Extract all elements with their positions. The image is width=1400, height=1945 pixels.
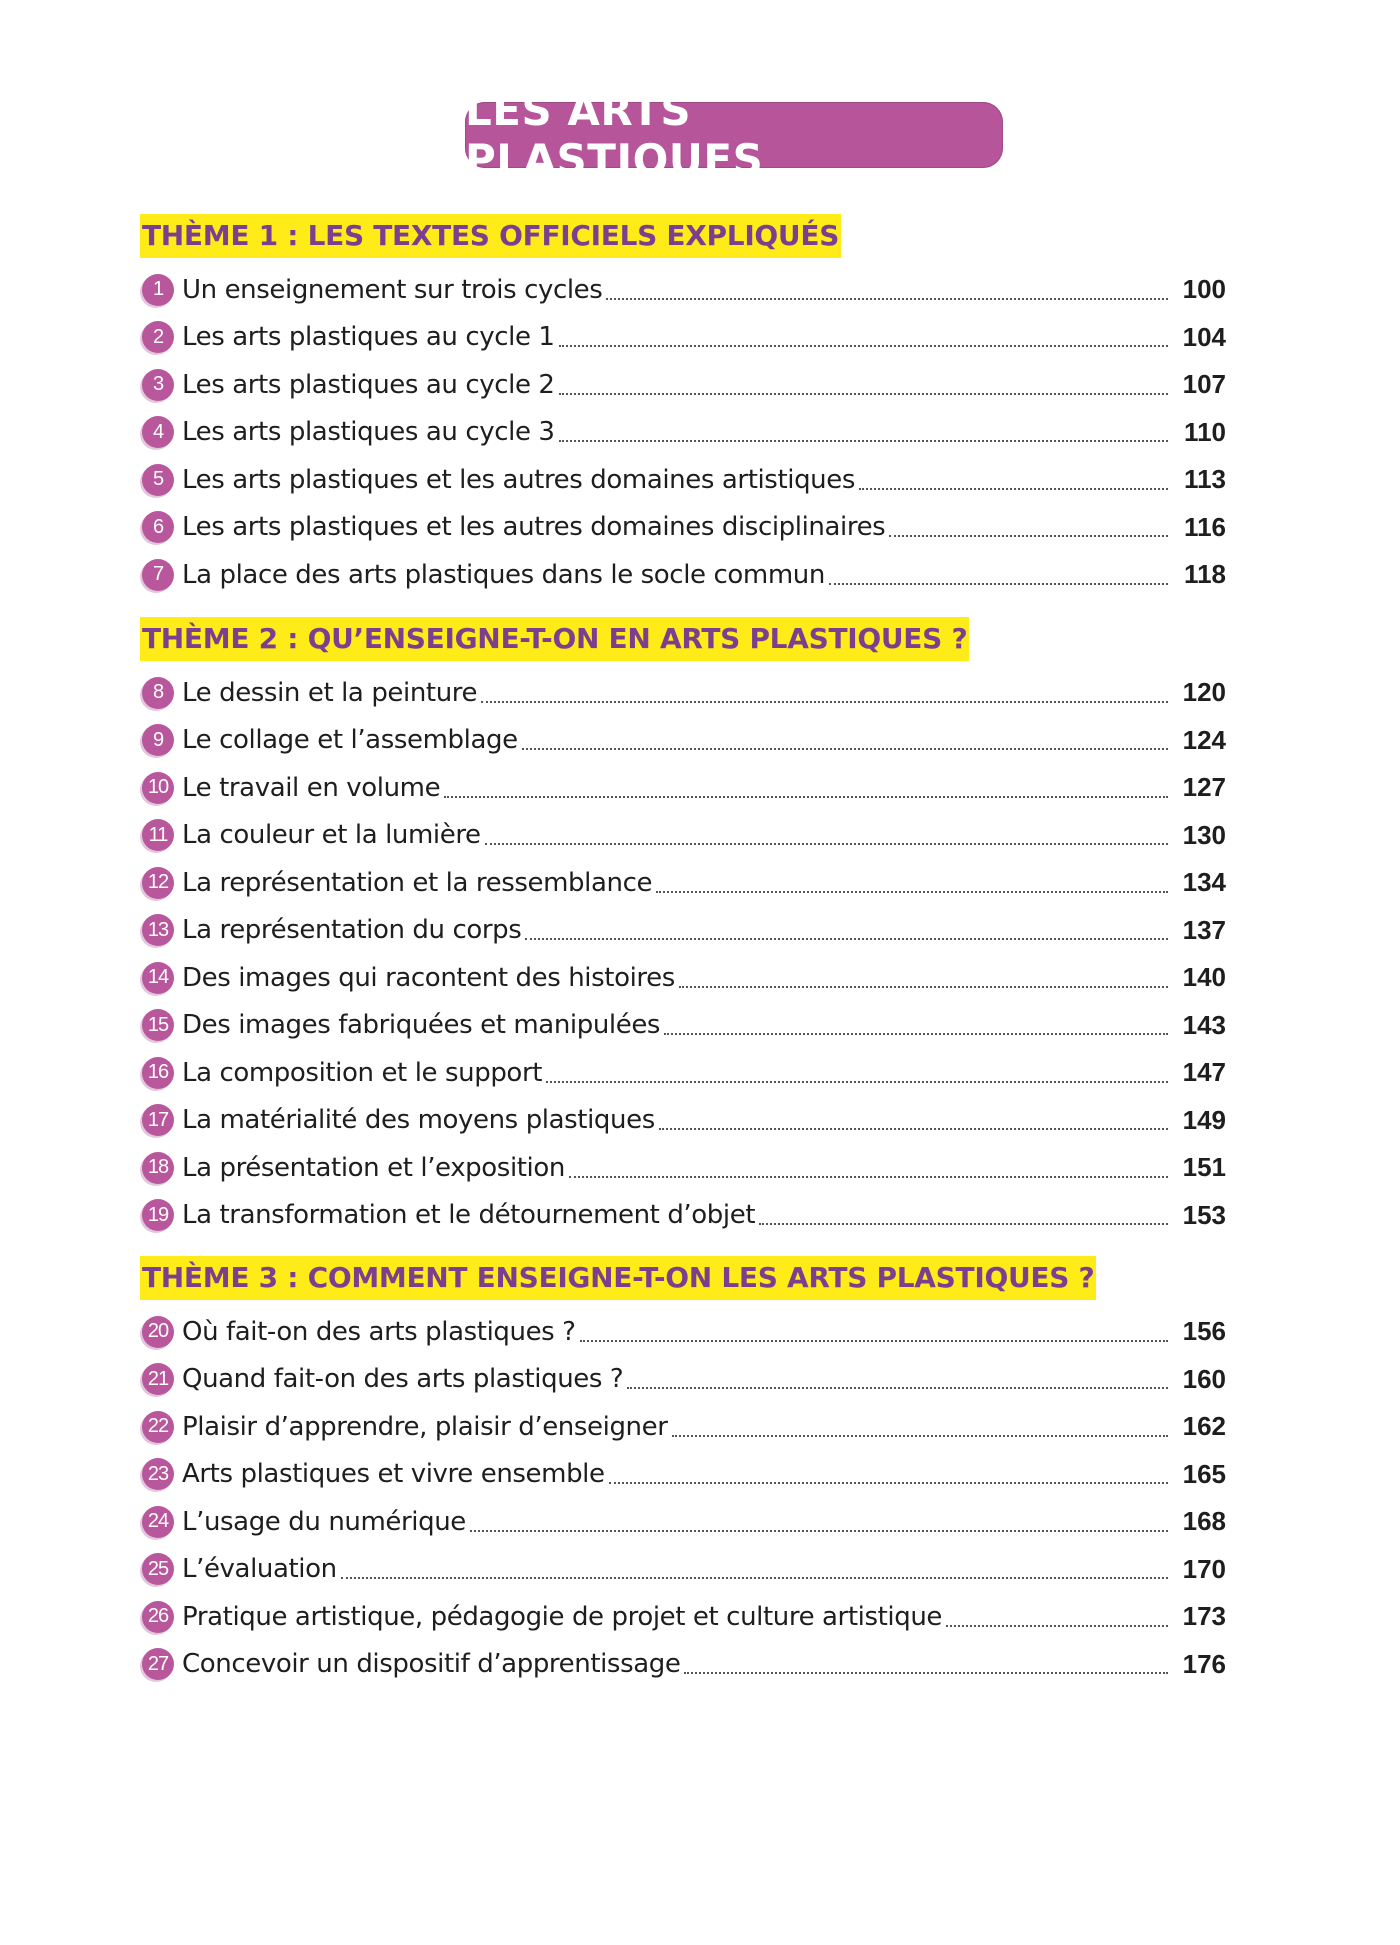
toc-entry[interactable] bbox=[140, 812, 1226, 860]
dot-leader bbox=[946, 1625, 1168, 1627]
toc-entry-label: La composition et le support bbox=[182, 1057, 543, 1088]
chapter-number-badge: 1 bbox=[142, 274, 174, 306]
toc-list bbox=[140, 1308, 1226, 1688]
theme-heading: THÈME 3 : COMMENT ENSEIGNE-T-ON LES ARTS PLASTIQUES ? bbox=[140, 1256, 1096, 1300]
toc-entry[interactable] bbox=[140, 1308, 1226, 1356]
chapter-number-badge: 6 bbox=[142, 511, 174, 543]
toc-entry[interactable] bbox=[140, 1641, 1226, 1689]
theme-section bbox=[140, 1256, 1226, 1688]
dot-leader bbox=[569, 1176, 1168, 1178]
toc-entry[interactable] bbox=[140, 669, 1226, 717]
toc-entry-page: 110 bbox=[1184, 416, 1226, 447]
toc-entry[interactable] bbox=[140, 1403, 1226, 1451]
toc-entry-label: La place des arts plastiques dans le socle commun bbox=[182, 559, 825, 590]
toc-entry-label: La représentation du corps bbox=[182, 915, 522, 946]
chapter-number-badge: 8 bbox=[142, 677, 174, 709]
dot-leader bbox=[679, 986, 1168, 988]
dot-leader bbox=[546, 1081, 1168, 1083]
page-title: LES ARTS PLASTIQUES bbox=[465, 102, 1003, 168]
chapter-number-badge: 23 bbox=[142, 1458, 174, 1490]
toc-entry[interactable] bbox=[140, 1451, 1226, 1499]
toc-entry[interactable] bbox=[140, 1192, 1226, 1240]
toc-entry-label: Les arts plastiques au cycle 2 bbox=[182, 369, 555, 400]
toc-entry-page: 143 bbox=[1182, 1009, 1226, 1040]
toc-entry-page: 170 bbox=[1182, 1553, 1226, 1584]
toc-entry-label: Quand fait-on des arts plastiques ? bbox=[182, 1364, 624, 1395]
toc-entry-page: 113 bbox=[1184, 464, 1226, 495]
chapter-number-badge: 14 bbox=[142, 962, 174, 994]
toc-entry-page: 153 bbox=[1182, 1199, 1226, 1230]
toc-entry[interactable] bbox=[140, 859, 1226, 907]
toc-entry-label: L’évaluation bbox=[182, 1554, 337, 1585]
toc-entry[interactable] bbox=[140, 907, 1226, 955]
dot-leader bbox=[889, 535, 1168, 537]
dot-leader bbox=[759, 1223, 1168, 1225]
dot-leader bbox=[859, 488, 1168, 490]
toc-entry-page: 134 bbox=[1182, 867, 1226, 898]
chapter-number-badge: 5 bbox=[142, 464, 174, 496]
toc-entry[interactable] bbox=[140, 456, 1226, 504]
theme-heading: THÈME 1 : LES TEXTES OFFICIELS EXPLIQUÉS bbox=[140, 214, 841, 258]
toc-entry[interactable] bbox=[140, 266, 1226, 314]
chapter-number-badge: 24 bbox=[142, 1506, 174, 1538]
toc-entry-page: 127 bbox=[1182, 772, 1226, 803]
toc-entry-label: Le travail en volume bbox=[182, 772, 441, 803]
toc-entry-label: Plaisir d’apprendre, plaisir d’enseigner bbox=[182, 1411, 668, 1442]
toc-entry-label: Le dessin et la peinture bbox=[182, 677, 478, 708]
chapter-number-badge: 10 bbox=[142, 772, 174, 804]
dot-leader bbox=[684, 1672, 1168, 1674]
dot-leader bbox=[470, 1530, 1168, 1532]
toc-entry[interactable] bbox=[140, 764, 1226, 812]
toc-entry[interactable] bbox=[140, 1097, 1226, 1145]
toc-entry-label: Le collage et l’assemblage bbox=[182, 725, 518, 756]
dot-leader bbox=[559, 345, 1168, 347]
toc-entry-page: 124 bbox=[1182, 724, 1226, 755]
toc-entry-page: 168 bbox=[1182, 1506, 1226, 1537]
toc-entry-page: 120 bbox=[1182, 677, 1226, 708]
dot-leader bbox=[444, 796, 1168, 798]
toc-entry-label: Des images qui racontent des histoires bbox=[182, 962, 675, 993]
dot-leader bbox=[672, 1435, 1168, 1437]
chapter-number-badge: 25 bbox=[142, 1553, 174, 1585]
toc-entry-label: Les arts plastiques et les autres domaines disciplinaires bbox=[182, 512, 886, 543]
chapter-number-badge: 7 bbox=[142, 559, 174, 591]
toc-entry-page: 162 bbox=[1182, 1411, 1226, 1442]
dot-leader bbox=[627, 1387, 1168, 1389]
toc-entry-label: Arts plastiques et vivre ensemble bbox=[182, 1459, 605, 1490]
toc-entry[interactable] bbox=[140, 314, 1226, 362]
chapter-number-badge: 16 bbox=[142, 1057, 174, 1089]
chapter-number-badge: 9 bbox=[142, 724, 174, 756]
toc-entry-page: 151 bbox=[1182, 1152, 1226, 1183]
toc-entry-label: Un enseignement sur trois cycles bbox=[182, 274, 603, 305]
toc-entry-page: 165 bbox=[1182, 1458, 1226, 1489]
toc-entry[interactable] bbox=[140, 1049, 1226, 1097]
chapter-number-badge: 11 bbox=[142, 819, 174, 851]
toc-entry-page: 137 bbox=[1182, 914, 1226, 945]
toc-entry[interactable] bbox=[140, 717, 1226, 765]
chapter-number-badge: 19 bbox=[142, 1199, 174, 1231]
toc-entry[interactable] bbox=[140, 1144, 1226, 1192]
toc-entry[interactable] bbox=[140, 1356, 1226, 1404]
toc-entry-page: 107 bbox=[1182, 369, 1226, 400]
toc-list bbox=[140, 266, 1226, 599]
dot-leader bbox=[559, 393, 1168, 395]
toc-entry[interactable] bbox=[140, 1546, 1226, 1594]
dot-leader bbox=[606, 298, 1168, 300]
chapter-number-badge: 3 bbox=[142, 369, 174, 401]
toc-entry[interactable] bbox=[140, 1002, 1226, 1050]
toc-entry-label: La représentation et la ressemblance bbox=[182, 867, 653, 898]
dot-leader bbox=[656, 891, 1168, 893]
toc-entry-label: La matérialité des moyens plastiques bbox=[182, 1105, 655, 1136]
chapter-number-badge: 15 bbox=[142, 1009, 174, 1041]
theme-heading: THÈME 2 : QU’ENSEIGNE-T-ON EN ARTS PLASTIQUES ? bbox=[140, 617, 969, 661]
chapter-number-badge: 13 bbox=[142, 914, 174, 946]
toc-entry-label: La couleur et la lumière bbox=[182, 820, 481, 851]
toc-entry-label: Les arts plastiques au cycle 1 bbox=[182, 322, 555, 353]
toc-entry-label: L’usage du numérique bbox=[182, 1506, 466, 1537]
toc-entry-label: La présentation et l’exposition bbox=[182, 1152, 565, 1183]
dot-leader bbox=[522, 748, 1168, 750]
chapter-number-badge: 12 bbox=[142, 867, 174, 899]
toc-entry-page: 176 bbox=[1182, 1648, 1226, 1679]
toc-entry[interactable] bbox=[140, 504, 1226, 552]
dot-leader bbox=[609, 1482, 1168, 1484]
dot-leader bbox=[341, 1577, 1168, 1579]
toc-entry-label: La transformation et le détournement d’objet bbox=[182, 1200, 756, 1231]
toc-entry-page: 147 bbox=[1182, 1057, 1226, 1088]
chapter-number-badge: 27 bbox=[142, 1648, 174, 1680]
toc-entry[interactable] bbox=[140, 1593, 1226, 1641]
toc-entry-page: 156 bbox=[1182, 1316, 1226, 1347]
toc-entry[interactable] bbox=[140, 954, 1226, 1002]
chapter-number-badge: 22 bbox=[142, 1411, 174, 1443]
chapter-number-badge: 2 bbox=[142, 321, 174, 353]
toc-entry-page: 140 bbox=[1182, 962, 1226, 993]
toc-entry-label: Les arts plastiques et les autres domaines artistiques bbox=[182, 464, 855, 495]
toc-entry-page: 116 bbox=[1184, 511, 1226, 542]
toc-entry[interactable] bbox=[140, 1498, 1226, 1546]
toc-entry-page: 130 bbox=[1182, 819, 1226, 850]
toc-entry-page: 118 bbox=[1184, 559, 1226, 590]
chapter-number-badge: 21 bbox=[142, 1363, 174, 1395]
dot-leader bbox=[559, 440, 1168, 442]
chapter-number-badge: 18 bbox=[142, 1152, 174, 1184]
toc-entry-page: 100 bbox=[1182, 274, 1226, 305]
toc-entry-label: Des images fabriquées et manipulées bbox=[182, 1010, 661, 1041]
toc-list bbox=[140, 669, 1226, 1239]
chapter-number-badge: 17 bbox=[142, 1104, 174, 1136]
toc-entry-label: Pratique artistique, pédagogie de projet et culture artistique bbox=[182, 1601, 943, 1632]
toc-entry-label: Où fait-on des arts plastiques ? bbox=[182, 1316, 576, 1347]
dot-leader bbox=[659, 1128, 1168, 1130]
toc-entry[interactable] bbox=[140, 409, 1226, 457]
toc-entry-page: 104 bbox=[1182, 321, 1226, 352]
dot-leader bbox=[829, 583, 1168, 585]
theme-section bbox=[140, 617, 1226, 1239]
dot-leader bbox=[580, 1340, 1168, 1342]
toc-entry-label: Concevoir un dispositif d’apprentissage bbox=[182, 1649, 681, 1680]
toc-entry[interactable] bbox=[140, 551, 1226, 599]
chapter-number-badge: 4 bbox=[142, 416, 174, 448]
chapter-number-badge: 26 bbox=[142, 1601, 174, 1633]
toc-entry-label: Les arts plastiques au cycle 3 bbox=[182, 417, 555, 448]
toc-entry[interactable] bbox=[140, 361, 1226, 409]
dot-leader bbox=[481, 701, 1168, 703]
toc-entry-page: 149 bbox=[1182, 1104, 1226, 1135]
dot-leader bbox=[525, 938, 1168, 940]
chapter-number-badge: 20 bbox=[142, 1316, 174, 1348]
toc-entry-page: 173 bbox=[1182, 1601, 1226, 1632]
dot-leader bbox=[485, 843, 1168, 845]
dot-leader bbox=[664, 1033, 1168, 1035]
theme-section bbox=[140, 214, 1226, 599]
toc-entry-page: 160 bbox=[1182, 1363, 1226, 1394]
